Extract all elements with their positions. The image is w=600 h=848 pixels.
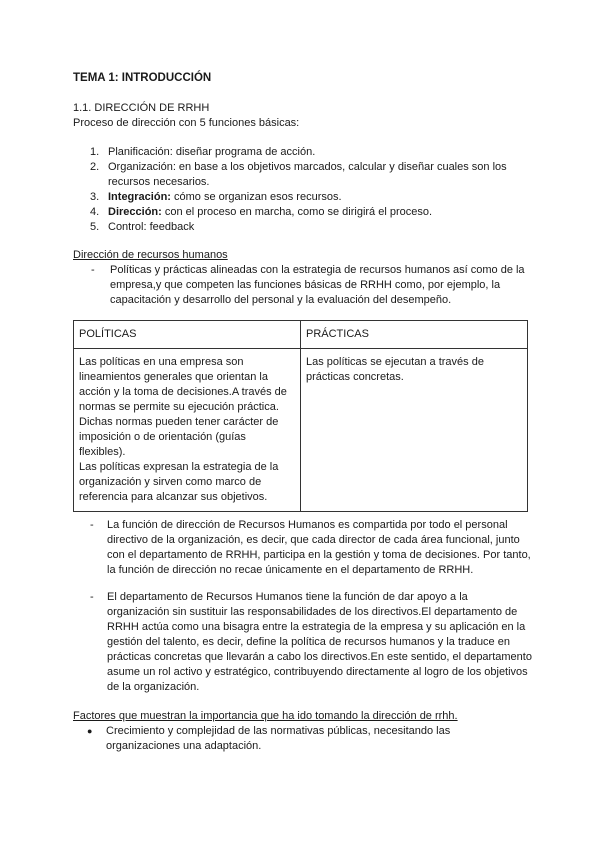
policies-practices-table [73, 320, 528, 512]
bullet-marker: ● [87, 726, 93, 736]
table-header-practicas: PRÁCTICAS [301, 321, 528, 349]
list-item [90, 190, 530, 205]
table-header-politicas: POLÍTICAS [74, 321, 301, 349]
document-title: TEMA 1: INTRODUCCIÓN [73, 72, 212, 84]
dash-point-2 [90, 518, 532, 578]
list-item [90, 220, 530, 235]
functions-list [90, 145, 530, 235]
bullet-text: Crecimiento y complejidad de las normativas públicas, necesitando las organizaciones una adaptación. [106, 725, 451, 752]
list-text: cómo se organizan esos recursos. [170, 191, 342, 203]
list-text: Organización: en base a los objetivos marcados, calcular y diseñar cuales son los recursos necesarios. [108, 161, 507, 188]
dash-point-text: Políticas y prácticas alineadas con la estrategia de recursos humanos así como de la empresa,y que competen las funciones básicas de RRHH como, por ejemplo, la capacitación y desarrollo del personal y la evaluación del desempeño. [110, 264, 525, 306]
table-cell-politicas: Las políticas en una empresa son lineamientos generales que orientan la acción y la toma de decisiones.A través de normas se permite su ejecución práctica. Dichas normas pueden tener carácter de imposición o de orientación (guías flexibles). Las políticas expresan la estrategia de la organización y sirven como marco de referencia para alcanzar sus objetivos. [74, 349, 301, 512]
list-bold-term: Integración: [108, 191, 171, 203]
list-text: con el proceso en marcha, como se dirigirá el proceso. [161, 206, 433, 218]
factors-heading: Factores que muestran la importancia que ha ido tomando la dirección de rrhh. [73, 710, 458, 722]
list-number: 5. [90, 221, 100, 233]
list-text: Planificación: diseñar programa de acción. [108, 146, 316, 158]
section-intro: Proceso de dirección con 5 funciones básicas: [73, 117, 300, 129]
list-number: 1. [90, 146, 100, 158]
hr-direction-heading: Dirección de recursos humanos [73, 249, 228, 261]
dash-point-3 [90, 590, 532, 695]
list-item [90, 145, 530, 160]
dash-marker: - [91, 264, 95, 276]
dash-point-text: El departamento de Recursos Humanos tiene la función de dar apoyo a la organización sin sustituir las responsabilidades de los directivos.El departamento de RRHH actúa como una bisagra entre la estrategia de la empresa y su aplicación en la gestión del talento, es decir, define la política de recursos humanos y la traduce en prácticas concretas que llevarán a cabo los directivos.En este sentido, el departamento asume un rol activo y estratégico, contribuyendo directamente al logro de los objetivos de la organización. [107, 591, 532, 693]
table-row [74, 321, 528, 349]
list-item [87, 724, 526, 754]
section-heading: 1.1. DIRECCIÓN DE RRHH [73, 102, 210, 114]
dash-point-1 [91, 263, 532, 308]
dash-marker: - [90, 591, 94, 603]
table-cell-practicas: Las políticas se ejecutan a través de prácticas concretas. [301, 349, 528, 512]
dash-point-text: La función de dirección de Recursos Humanos es compartida por todo el personal directivo de la organización, es decir, que cada director de cada área funcional, junto con el departamento de RRHH, participa en la gestión y toma de decisiones. Por tanto, la función de dirección no recae únicamente en el departamento de RRHH. [107, 519, 531, 576]
dash-marker: - [90, 519, 94, 531]
list-text: Control: feedback [108, 221, 195, 233]
list-number: 3. [90, 191, 100, 203]
list-number: 2. [90, 161, 100, 173]
list-item [90, 160, 530, 190]
list-number: 4. [90, 206, 100, 218]
list-item [90, 205, 530, 220]
table-row [74, 349, 528, 512]
list-bold-term: Dirección: [108, 206, 162, 218]
